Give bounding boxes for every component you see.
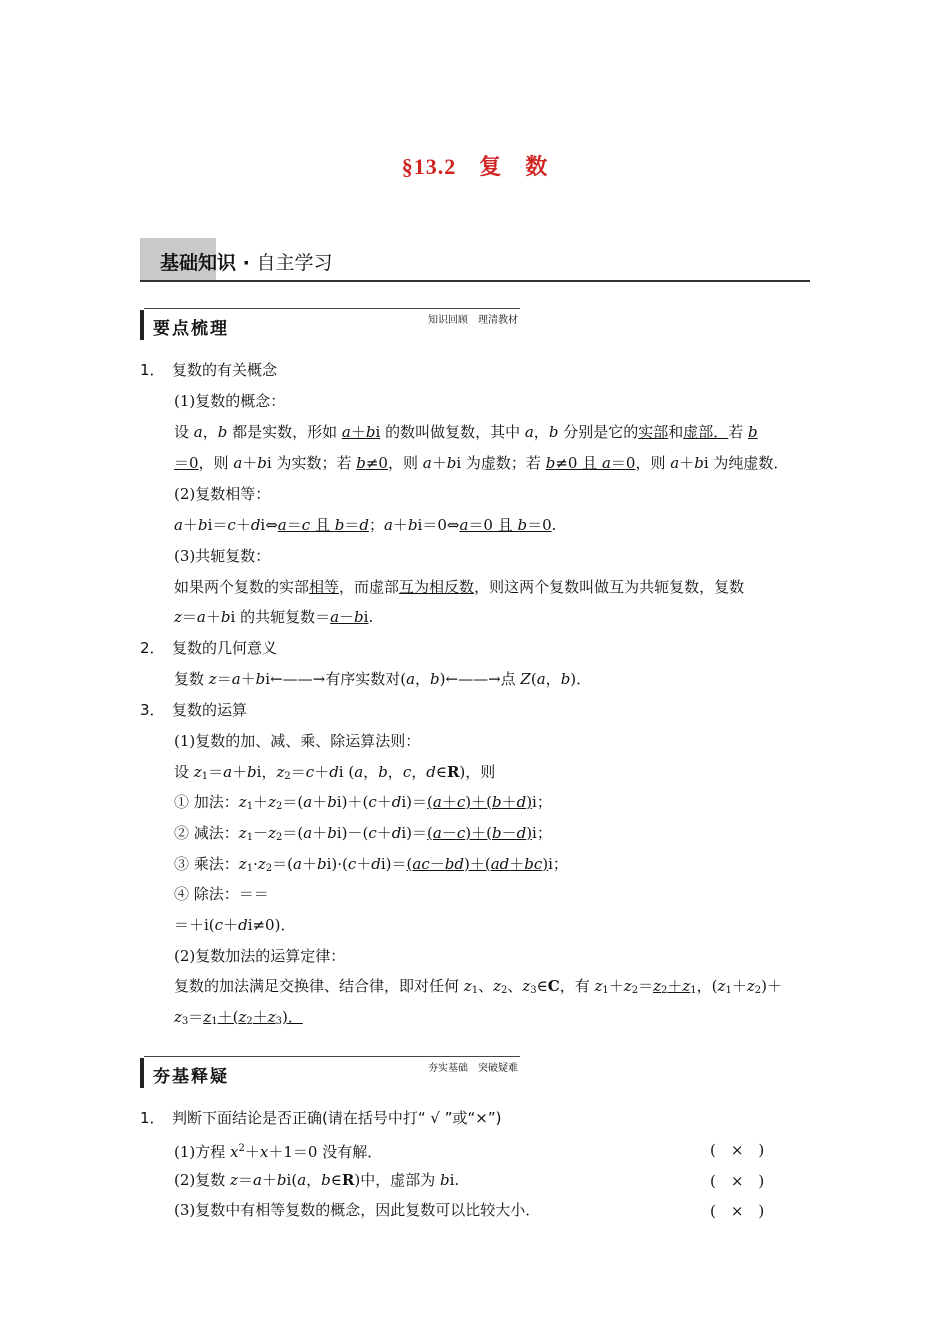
text-line: 如果两个复数的实部相等，而虚部互为相反数，则这两个复数叫做互为共轭复数，复数 [174, 578, 745, 596]
text-line: 设 a，b 都是实数，形如 a＋bi 的数叫做复数，其中 a，b 分别是它的实部和虚部．若 b [174, 423, 758, 441]
para-1-3: (3)共轭复数： [174, 547, 271, 565]
text-line: ④ 除法：＝＝ [174, 885, 269, 903]
text-line: 设 $z_1=a+bi$，$z_2=c+di$ (a，b，c，d∈R)，则 [174, 763, 496, 782]
heading-1: 1． 复数的有关概念 [140, 361, 278, 379]
text-line: $z_3=z_1+(z_2+z_3)$． [174, 1008, 303, 1027]
question-1: 1． 判断下面结论是否正确(请在括号中打“ √ ”或“×”) [140, 1109, 502, 1127]
section-name: 夯基释疑 [153, 1067, 229, 1087]
para-1-1: (1)复数的概念： [174, 392, 286, 410]
section-name: 要点梳理 [153, 319, 229, 339]
text-line: 复数的加法满足交换律、结合律，即对任何 $z_1$、$z_2$、$z_3\in C$，有 $z_1+z_2=z_2+z_1$，$(z_1+z_2)+$ [174, 977, 782, 996]
text-line: a＋bi＝c＋di⇔a＝c 且 b＝d；a＋bi＝0⇔a＝0 且 b＝0. [174, 516, 557, 534]
para-1-2: (2)复数相等： [174, 485, 271, 503]
text-line: z＝a＋bi 的共轭复数＝a－bi. [174, 608, 374, 626]
section-banner [140, 238, 810, 282]
heading-2: 2． 复数的几何意义 [140, 639, 278, 657]
section-hint: 夯实基础 突破疑难 [428, 1063, 518, 1074]
heading-3: 3． 复数的运算 [140, 701, 248, 719]
text-line: ＝＋i(c＋di≠0)． [174, 916, 296, 934]
banner-rule [140, 280, 810, 282]
para-3-2: (2)复数加法的运算定律： [174, 947, 346, 965]
banner-text: 基础知识 · 自主学习 [160, 252, 333, 274]
question-1-2: (2)复数 z＝a＋bi(a，b∈R)中，虚部为 bi. [174, 1171, 460, 1189]
para-3-1: (1)复数的加、减、乘、除运算法则： [174, 732, 421, 750]
section-hint: 知识回顾 理清教材 [428, 315, 518, 326]
answer-mark-3: ( × ) [710, 1202, 765, 1220]
answer-mark-1: ( × ) [710, 1141, 765, 1159]
text-line: ＝0，则 a＋bi 为实数；若 b≠0，则 a＋bi 为虚数；若 b≠0 且 a＝0，则 a＋bi 为纯虚数． [174, 454, 789, 472]
section-heading-key-points [140, 308, 520, 342]
page-title: §13.2 复 数 [401, 154, 549, 179]
section-heading-practice [140, 1056, 520, 1090]
text-line: ② 减法：$z_1-z_2=(a+bi)-(c+di)=(a-c)+(b-d)i$； [174, 824, 552, 843]
text-line: ③ 乘法：$z_1\cdot z_2=(a+bi)\cdot(c+di)=(ac-bd)+(ad+bc)i$； [174, 855, 568, 874]
text-line: 复数 z＝a＋bi←——→有序实数对(a，b)←——→点 Z(a，b)． [174, 670, 592, 688]
text-line: ① 加法：$z_1+z_2=(a+bi)+(c+di)=(a+c)+(b+d)i$； [174, 793, 552, 812]
answer-mark-2: ( × ) [710, 1172, 765, 1190]
question-1-1: (1)方程 $x^2+x+1=0$ 没有解． [174, 1143, 383, 1161]
question-1-3: (3)复数中有相等复数的概念，因此复数可以比较大小． [174, 1201, 541, 1219]
